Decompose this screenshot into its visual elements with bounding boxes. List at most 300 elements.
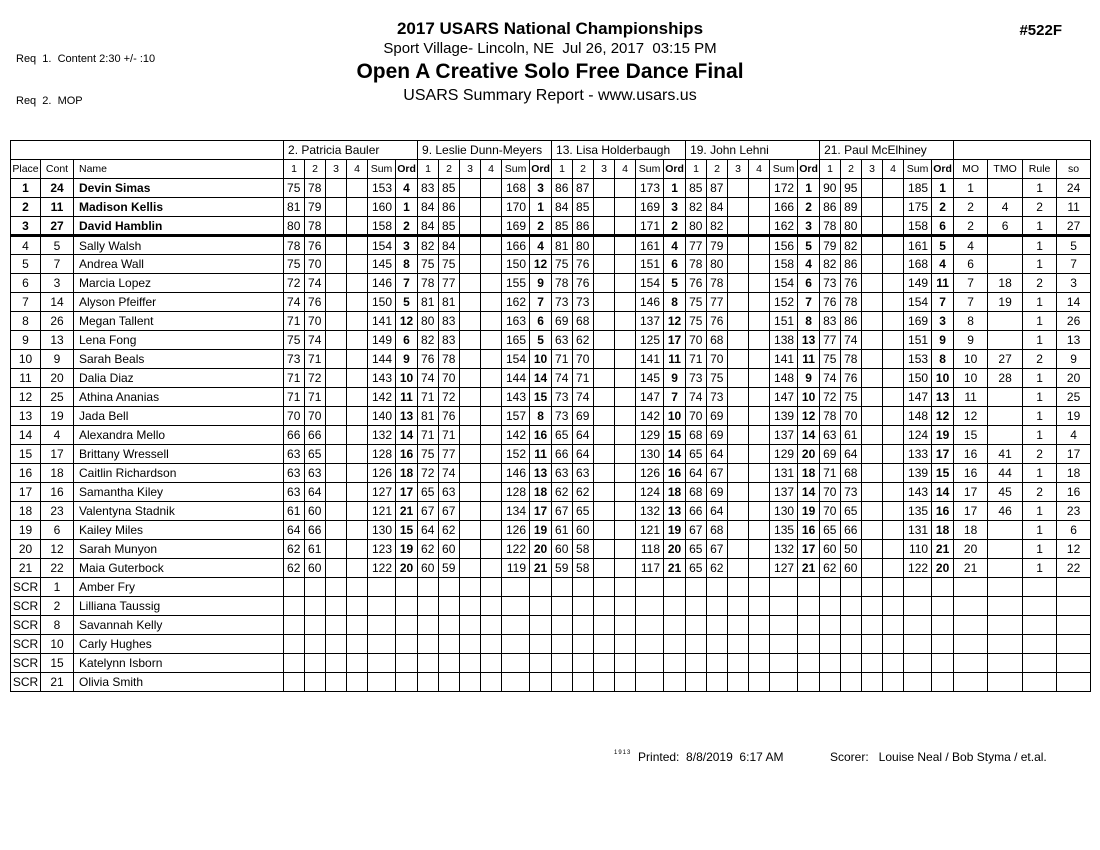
column-header-1: 1 [284,160,305,179]
score-cell [326,388,347,407]
score-cell [883,388,904,407]
column-header-2: 2 [305,160,326,179]
ord-cell [798,616,820,635]
mo-cell: 9 [954,331,988,350]
score-cell: 62 [573,483,594,502]
ord-cell: 5 [932,236,954,255]
ord-cell [664,654,686,673]
score-cell [460,179,481,198]
rule-cell [1023,597,1057,616]
ord-cell: 3 [530,179,552,198]
score-cell [305,654,326,673]
so-cell: 24 [1057,179,1091,198]
tmo-cell [988,654,1023,673]
column-header-4: 4 [615,160,636,179]
place-cell: 7 [11,293,41,312]
ord-cell: 6 [530,312,552,331]
score-cell: 65 [552,426,573,445]
score-cell: 64 [686,464,707,483]
place-cell: 13 [11,407,41,426]
score-cell [862,597,883,616]
ord-cell: 10 [664,407,686,426]
ord-cell: 19 [530,521,552,540]
sum-cell: 128 [368,445,396,464]
score-cell [594,654,615,673]
table-row [11,426,1091,445]
place-cell: 6 [11,274,41,293]
ord-cell: 6 [798,274,820,293]
name-cell: Andrea Wall [74,255,284,274]
place-cell: 16 [11,464,41,483]
tmo-cell [988,179,1023,198]
score-cell [594,274,615,293]
ord-cell [530,616,552,635]
score-cell: 60 [820,540,841,559]
mo-cell: 11 [954,388,988,407]
name-cell: Marcia Lopez [74,274,284,293]
score-cell: 71 [305,388,326,407]
score-cell: 62 [707,559,728,578]
score-cell: 77 [439,274,460,293]
sum-cell [904,578,932,597]
ord-cell: 4 [530,236,552,255]
judge-name-header: 13. Lisa Holderbaugh [552,141,686,160]
cont-cell: 6 [41,521,74,540]
sum-cell [904,635,932,654]
score-cell [749,217,770,236]
score-cell [481,559,502,578]
table-row [11,293,1091,312]
sum-cell [770,654,798,673]
name-cell: Katelynn Isborn [74,654,284,673]
ord-cell: 9 [396,350,418,369]
sum-cell: 137 [770,483,798,502]
ord-cell [798,673,820,692]
score-cell: 71 [686,350,707,369]
name-cell: Sarah Beals [74,350,284,369]
sum-cell: 128 [502,483,530,502]
score-cell [460,521,481,540]
mo-cell [954,578,988,597]
score-cell: 84 [418,217,439,236]
score-cell [615,673,636,692]
sum-cell: 166 [770,198,798,217]
mo-cell [954,616,988,635]
sum-cell: 170 [502,198,530,217]
ord-cell: 10 [798,388,820,407]
score-cell [347,255,368,274]
cont-cell: 10 [41,635,74,654]
score-cell [326,426,347,445]
ord-cell: 5 [396,293,418,312]
sum-cell [368,616,396,635]
score-cell: 71 [439,426,460,445]
score-cell [347,388,368,407]
name-cell: Sally Walsh [74,236,284,255]
rule-cell [1023,578,1057,597]
rule-cell: 2 [1023,483,1057,502]
ord-cell: 1 [530,198,552,217]
score-cell [728,198,749,217]
name-cell: Brittany Wressell [74,445,284,464]
tmo-cell [988,597,1023,616]
score-cell: 62 [284,559,305,578]
score-cell [439,635,460,654]
ord-cell: 16 [664,464,686,483]
column-header-name: Name [74,160,284,179]
ord-cell: 8 [664,293,686,312]
score-cell [615,464,636,483]
sum-cell: 121 [368,502,396,521]
score-cell [594,673,615,692]
ord-cell: 15 [396,521,418,540]
score-cell [883,217,904,236]
score-cell: 62 [418,540,439,559]
score-cell: 61 [841,426,862,445]
score-cell [728,673,749,692]
rule-cell: 1 [1023,407,1057,426]
score-cell [594,578,615,597]
so-cell: 27 [1057,217,1091,236]
score-cell [615,445,636,464]
scratch-row [11,635,1091,654]
rule-cell: 2 [1023,445,1057,464]
score-cell: 71 [820,464,841,483]
score-cell [347,198,368,217]
score-cell [749,179,770,198]
score-cell [883,293,904,312]
score-cell [460,407,481,426]
so-cell: 7 [1057,255,1091,274]
mo-cell: 20 [954,540,988,559]
sum-cell: 169 [636,198,664,217]
ord-cell [664,616,686,635]
ord-cell [932,597,954,616]
sum-cell [636,635,664,654]
score-cell: 68 [686,426,707,445]
sum-cell: 154 [770,274,798,293]
sum-cell: 110 [904,540,932,559]
sum-cell: 171 [636,217,664,236]
ord-cell: 11 [396,388,418,407]
sum-cell [502,616,530,635]
event-title: Open A Creative Solo Free Dance Final [356,60,744,83]
event-number: #522F [1019,22,1062,39]
score-cell [460,198,481,217]
tmo-cell: 44 [988,464,1023,483]
score-cell: 76 [841,274,862,293]
ord-cell: 4 [932,255,954,274]
ord-cell: 4 [664,236,686,255]
ord-cell: 5 [664,274,686,293]
score-cell [749,426,770,445]
tmo-cell [988,635,1023,654]
score-cell: 69 [707,426,728,445]
score-cell [883,559,904,578]
judge-name-header: 19. John Lehni [686,141,820,160]
ord-cell: 3 [396,236,418,255]
ord-cell: 12 [798,407,820,426]
score-cell: 83 [439,312,460,331]
score-cell: 78 [841,293,862,312]
ord-cell: 1 [396,198,418,217]
score-cell [883,369,904,388]
judge-header-right-spacer [954,141,1091,160]
sum-cell [502,654,530,673]
table-row [11,179,1091,198]
scratch-row [11,616,1091,635]
score-cell [284,597,305,616]
mo-cell: 16 [954,464,988,483]
score-cell: 78 [418,274,439,293]
score-cell: 74 [439,464,460,483]
score-cell [573,654,594,673]
score-cell [460,464,481,483]
table-row [11,502,1091,521]
sum-cell: 130 [636,445,664,464]
sum-cell: 152 [770,293,798,312]
score-cell [749,654,770,673]
score-cell [728,369,749,388]
sum-cell: 146 [636,293,664,312]
score-cell: 64 [284,521,305,540]
score-cell [552,654,573,673]
so-cell [1057,673,1091,692]
so-cell: 12 [1057,540,1091,559]
table-row [11,331,1091,350]
score-cell [749,578,770,597]
score-cell: 63 [305,464,326,483]
score-cell [883,483,904,502]
score-cell [883,673,904,692]
score-cell: 70 [305,407,326,426]
score-cell: 74 [305,331,326,350]
score-cell [594,331,615,350]
score-cell [326,540,347,559]
score-cell [728,483,749,502]
score-cell: 80 [686,217,707,236]
ord-cell [396,673,418,692]
tmo-cell: 19 [988,293,1023,312]
sum-cell: 148 [770,369,798,388]
mo-cell: 17 [954,502,988,521]
name-cell: David Hamblin [74,217,284,236]
score-cell: 78 [841,350,862,369]
score-cell [615,217,636,236]
ord-cell: 7 [798,293,820,312]
name-cell: Athina Ananias [74,388,284,407]
mo-cell: 7 [954,274,988,293]
score-cell: 78 [305,217,326,236]
tmo-cell: 45 [988,483,1023,502]
score-cell [594,198,615,217]
results-table [10,140,1091,692]
score-cell [347,635,368,654]
cont-cell: 3 [41,274,74,293]
score-cell [326,521,347,540]
score-cell [728,331,749,350]
sum-cell: 145 [636,369,664,388]
ord-cell: 11 [664,350,686,369]
tmo-cell [988,616,1023,635]
sum-cell: 168 [904,255,932,274]
score-cell [347,597,368,616]
score-cell [728,654,749,673]
score-cell [326,597,347,616]
mo-cell: 2 [954,198,988,217]
score-cell [481,274,502,293]
mo-cell: 17 [954,483,988,502]
score-cell [749,483,770,502]
ord-cell [530,597,552,616]
cont-cell: 7 [41,255,74,274]
sum-cell: 158 [904,217,932,236]
score-cell [347,578,368,597]
score-cell: 60 [439,540,460,559]
column-header-so: so [1057,160,1091,179]
ord-cell [798,654,820,673]
score-cell: 65 [686,540,707,559]
score-cell: 74 [418,369,439,388]
score-cell [749,388,770,407]
score-cell: 76 [418,350,439,369]
score-cell: 70 [841,407,862,426]
score-cell [326,236,347,255]
score-cell: 65 [418,483,439,502]
place-cell: 4 [11,236,41,255]
score-cell [439,578,460,597]
score-cell [594,559,615,578]
score-cell [326,445,347,464]
score-cell: 70 [439,369,460,388]
score-cell: 63 [552,331,573,350]
score-cell [481,502,502,521]
table-row [11,483,1091,502]
column-header-ord: Ord [530,160,552,179]
score-cell [418,673,439,692]
cont-cell: 25 [41,388,74,407]
tmo-cell [988,578,1023,597]
score-cell [883,502,904,521]
column-header-sum: Sum [502,160,530,179]
rule-cell: 1 [1023,217,1057,236]
sum-cell: 151 [636,255,664,274]
score-cell [883,331,904,350]
column-header-3: 3 [594,160,615,179]
score-cell: 69 [707,483,728,502]
score-cell [862,502,883,521]
ord-cell: 17 [932,445,954,464]
score-cell [594,483,615,502]
score-cell [481,445,502,464]
score-cell [615,293,636,312]
ord-cell [932,635,954,654]
table-row [11,369,1091,388]
tmo-cell [988,255,1023,274]
score-cell [460,540,481,559]
score-cell [728,502,749,521]
sum-cell: 162 [770,217,798,236]
tmo-cell [988,312,1023,331]
score-cell [326,179,347,198]
score-cell [728,388,749,407]
score-cell [594,236,615,255]
score-cell: 75 [686,312,707,331]
score-cell: 75 [552,255,573,274]
score-cell: 66 [686,502,707,521]
ord-cell: 3 [932,312,954,331]
column-header-tmo: TMO [988,160,1023,179]
cont-cell: 2 [41,597,74,616]
score-cell: 73 [552,407,573,426]
sum-cell [502,673,530,692]
so-cell: 6 [1057,521,1091,540]
ord-cell: 12 [932,407,954,426]
score-cell [615,255,636,274]
score-cell [347,654,368,673]
so-cell: 20 [1057,369,1091,388]
score-cell [460,654,481,673]
score-cell [347,369,368,388]
score-cell: 62 [284,540,305,559]
score-cell [820,597,841,616]
ord-cell: 4 [396,179,418,198]
score-cell: 74 [841,331,862,350]
score-cell [862,426,883,445]
so-cell [1057,654,1091,673]
cont-cell: 26 [41,312,74,331]
score-cell: 75 [841,388,862,407]
sum-cell: 126 [636,464,664,483]
score-cell: 71 [305,350,326,369]
score-cell: 61 [552,521,573,540]
cont-cell: 9 [41,350,74,369]
rule-cell: 1 [1023,236,1057,255]
sum-cell: 141 [368,312,396,331]
name-cell: Amber Fry [74,578,284,597]
ord-cell: 13 [798,331,820,350]
column-header-ord: Ord [932,160,954,179]
score-cell [481,350,502,369]
score-cell: 85 [686,179,707,198]
score-cell: 86 [841,255,862,274]
score-cell [439,654,460,673]
score-cell: 76 [439,407,460,426]
score-cell [552,597,573,616]
column-header-sum: Sum [904,160,932,179]
score-cell [862,559,883,578]
score-cell [615,274,636,293]
score-cell [862,578,883,597]
score-cell: 64 [841,445,862,464]
score-cell: 62 [820,559,841,578]
score-cell [460,369,481,388]
ord-cell: 15 [664,426,686,445]
score-cell: 60 [841,559,862,578]
name-cell: Samantha Kiley [74,483,284,502]
ord-cell: 21 [664,559,686,578]
sum-cell [502,635,530,654]
score-cell [749,540,770,559]
table-row [11,312,1091,331]
judge-name-header: 21. Paul McElhiney [820,141,954,160]
score-cell: 65 [686,559,707,578]
championship-title: 2017 USARS National Championships [396,19,704,38]
score-cell [883,578,904,597]
score-cell [460,616,481,635]
sum-cell [368,635,396,654]
sum-cell: 150 [368,293,396,312]
